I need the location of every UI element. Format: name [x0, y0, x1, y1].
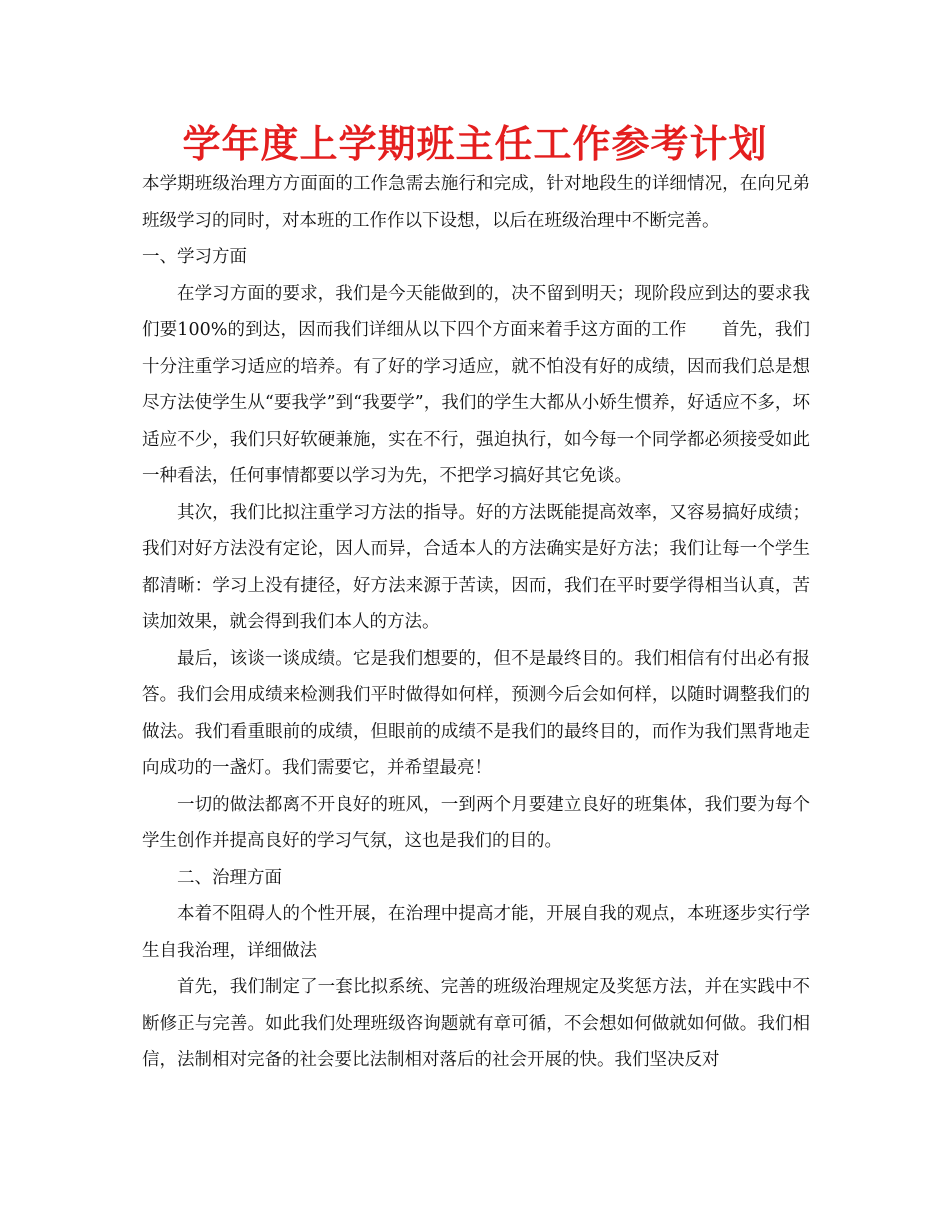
intro-paragraph: 本学期班级治理方方面面的工作急需去施行和完成，针对地段生的详细情况，在向兄弟班级学习的同时，对本班的工作作以下设想，以后在班级治理中不断完善。 — [142, 174, 810, 231]
paragraph-study-methods: 其次，我们比拟注重学习方法的指导。好的方法既能提高效率，又容易搞好成绩；我们对好方法没有定论，因人而异，合适本人的方法确实是好方法；我们让每一个学生都清晰：学习上没有捷径，好方法来源于苦读，因而，我们在平时要学得相当认真，苦读加效果，就会得到我们本人的方法。 — [142, 502, 810, 632]
document-title: 学年度上学期班主任工作参考计划 — [182, 122, 768, 166]
section-heading-management: 二、治理方面 — [177, 867, 282, 888]
paragraph-rules: 首先，我们制定了一套比拟系统、完善的班级治理规定及奖惩方法，并在实践中不断修正与完善。如此我们处理班级咨询题就有章可循，不会想如何做就如何做。我们相信，法制相对完备的社会要比法制相对落后的社会开展的快。我们坚决反对 — [142, 977, 810, 1070]
paragraph-grades: 最后，该谈一谈成绩。它是我们想要的，但不是最终目的。我们相信有付出必有报答。我们会用成绩来检测我们平时做得如何样，预测今后会如何样，以随时调整我们的做法。我们看重眼前的成绩，但眼前的成绩不是我们的最终目的，而作为我们黑背地走向成功的一盏灯。我们需要它，并希望最亮！ — [142, 648, 810, 778]
paragraph-class-atmosphere: 一切的做法都离不开良好的班风，一到两个月要建立良好的班集体，我们要为每个学生创作并提高良好的学习气氛，这也是我们的目的。 — [142, 794, 810, 851]
section-heading-study: 一、学习方面 — [142, 247, 247, 267]
paragraph-self-management: 本着不阻碍人的个性开展，在治理中提高才能，开展自我的观点，本班逐步实行学生自我治理，详细做法 — [142, 904, 810, 961]
paragraph-study-requirements: 在学习方面的要求，我们是今天能做到的，决不留到明天；现阶段应到达的要求我们要100%的到达，因而我们详细从以下四个方面来着手这方面的工作 首先，我们十分注重学习适应的培养。有了好的学习适应，就不怕没有好的成绩，因而我们总是想尽方法使学生从“要我学”到“我要学”，我们的学生大都从小娇生惯养，好适应不多，坏适应不少，我们只好软硬兼施，实在不行，强迫执行，如今每一个同学都必须接受如此一种看法，任何事情都要以学习为先，不把学习搞好其它免谈。 — [142, 283, 810, 486]
document-body — [142, 166, 810, 1079]
